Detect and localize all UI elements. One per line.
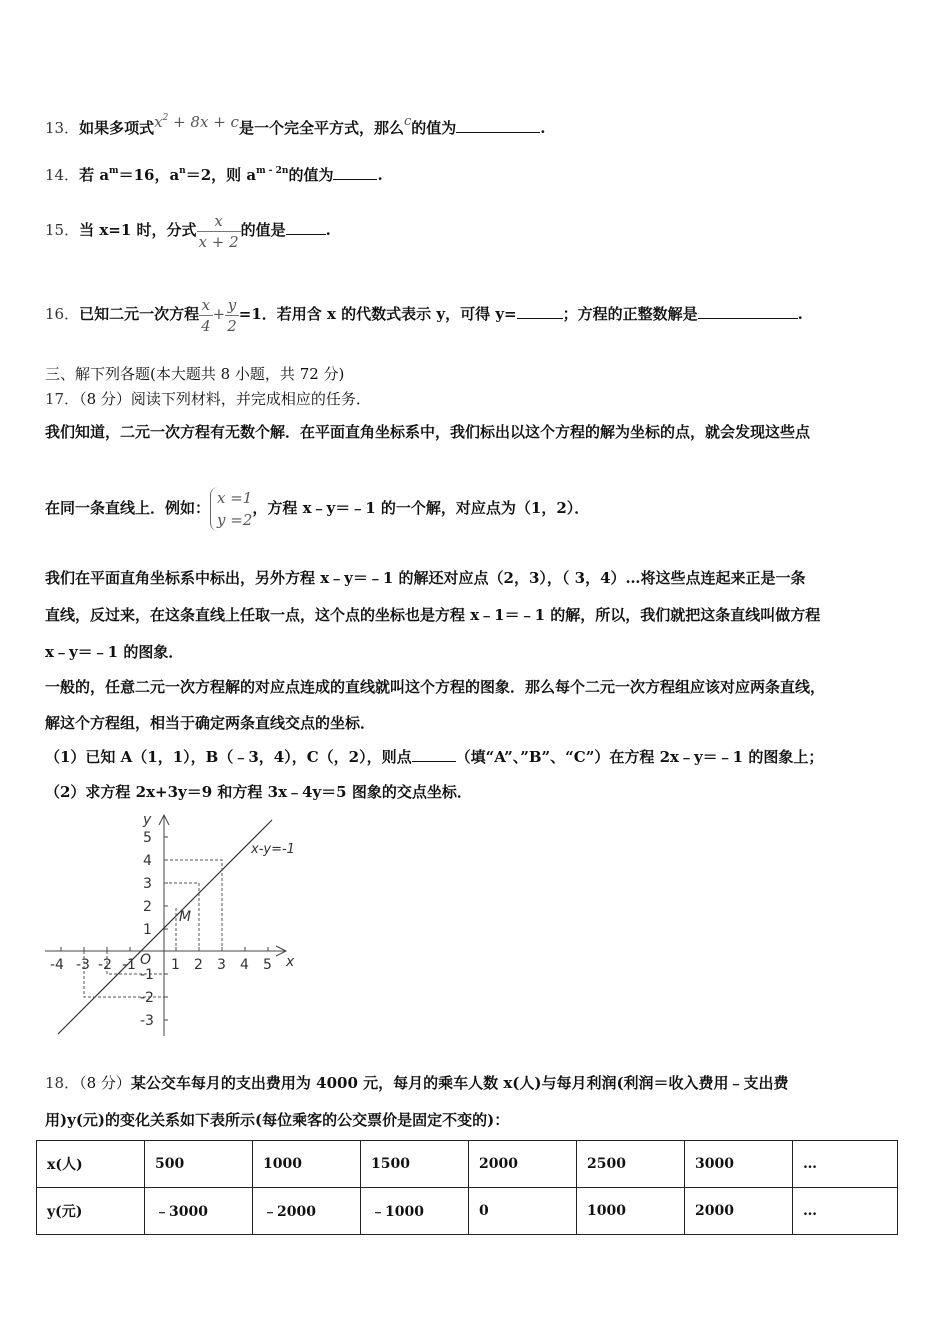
q16-text-pre: 已知二元一次方程 <box>79 305 200 323</box>
x-tick-label: 4 <box>240 957 249 973</box>
x-tick-label: -2 <box>98 957 112 973</box>
q14-sup-1: m <box>109 166 119 176</box>
q17-paragraph-1: 我们知道，二元一次方程有无数个解．在平面直角坐标系中，我们标出以这个方程的解为坐标的点，就会发现这些点 <box>45 423 811 441</box>
q17-task1-b: （填“A”、”B”、“C”）在方程 2x﹣y＝﹣1 的图象上； <box>455 748 824 766</box>
q13-text-post: 的值为 <box>411 119 457 137</box>
y-tick-label: -1 <box>140 967 154 983</box>
q14-sup-2: n <box>179 166 186 176</box>
q15-text-post: 的值是 <box>240 221 286 239</box>
question-number: 16． <box>45 305 80 323</box>
question-17-header <box>45 389 371 409</box>
fraction-denominator: 2 <box>227 316 237 335</box>
q13-var-c: c <box>403 114 412 129</box>
question-13 <box>45 114 546 140</box>
graph-line <box>58 820 272 1034</box>
q14-text-2: ＝16，a <box>118 166 180 184</box>
x-tick-label: 1 <box>171 957 180 973</box>
q17-task-1 <box>45 747 823 767</box>
y-tick-label: 4 <box>143 853 152 869</box>
system-eq-1: x =1 <box>217 489 253 507</box>
q16-text-mid2: ；方程的正整数解是 <box>562 305 698 323</box>
y-tick-label: -3 <box>140 1013 154 1029</box>
question-15 <box>45 200 331 260</box>
x-tick-label: 3 <box>217 957 226 973</box>
q17-paragraph-5: x﹣y＝﹣1 的图象． <box>45 643 184 661</box>
table-cell: 500 <box>145 1141 253 1188</box>
q16-end: . <box>797 305 803 323</box>
y-tick-label: 3 <box>143 876 152 892</box>
q17-paragraph-3: 我们在平面直角坐标系中标出，另外方程 x﹣y＝﹣1 的解还对应点（2，3），（ 3，4）…将这些点连起来正是一条 <box>45 569 806 587</box>
q17-paragraph-4: 直线，反过来，在这条直线上任取一点，这个点的坐标也是方程 x﹣1＝﹣1 的解，所以，我们就把这条直线叫做方程 <box>45 606 821 624</box>
q13-text-mid: 是一个完全平方式，那么 <box>238 119 404 137</box>
table-cell: … <box>793 1188 898 1235</box>
question-16 <box>45 284 803 344</box>
q17-task-2: （2）求方程 2x+3y＝9 和方程 3x﹣4y＝5 图象的交点坐标． <box>45 783 472 801</box>
q16-plus: + <box>212 305 226 323</box>
question-number: 17． <box>45 390 80 408</box>
question-18 <box>45 1073 789 1093</box>
q13-polynomial <box>154 113 239 131</box>
q13-text-pre: 如果多项式 <box>79 119 155 137</box>
table-cell: 0 <box>469 1188 577 1235</box>
table-cell: 1500 <box>361 1141 469 1188</box>
line-equation-label: x-y=-1 <box>251 842 295 857</box>
score: （8 分） <box>79 1074 131 1092</box>
q14-sup-3: m - 2n <box>256 166 289 176</box>
y-axis-label: y <box>143 812 152 828</box>
x-tick-label: -4 <box>50 957 64 973</box>
q15-fraction <box>197 211 241 252</box>
table-row <box>37 1141 898 1188</box>
equation-system <box>210 487 252 531</box>
fraction-numerator: x <box>199 295 213 316</box>
score: （8 分） <box>79 390 131 408</box>
table-cell: 2500 <box>577 1141 685 1188</box>
q17-task1-a: （1）已知 A（1，1），B（﹣3，4），C（，2），则点 <box>45 748 412 766</box>
table-cell: ﹣2000 <box>253 1188 361 1235</box>
question-number: 13． <box>45 119 80 137</box>
question-number: 15． <box>45 221 80 239</box>
origin-label: O <box>140 952 152 968</box>
table-cell: 3000 <box>685 1141 793 1188</box>
table-cell: 2000 <box>469 1141 577 1188</box>
q18-text-1: 某公交车每月的支出费用为 4000 元，每月的乘车人数 x(人)与每月利润(利润＝收入费用﹣支出费 <box>130 1074 789 1092</box>
coordinate-graph <box>40 808 320 1038</box>
table-row <box>37 1188 898 1235</box>
table-cell: ﹣1000 <box>361 1188 469 1235</box>
question-number: 18． <box>45 1074 80 1092</box>
q16-fraction-1 <box>199 295 213 336</box>
answer-blank[interactable] <box>412 747 456 762</box>
point-m-label: M <box>179 909 192 925</box>
x-axis-label: x <box>286 954 295 970</box>
section-title: 三、解下列各题(本大题共 8 小题，共 72 分) <box>45 365 345 383</box>
y-tick-label: 5 <box>143 830 152 846</box>
y-tick-label: 2 <box>143 899 152 915</box>
q14-text-1: 若 a <box>79 166 110 184</box>
q17-intro: 阅读下列材料，并完成相应的任务． <box>130 390 371 408</box>
fraction-numerator: x <box>197 211 241 232</box>
q17-p2-post: ，方程 x﹣y＝﹣1 的一个解，对应点为（1，2）． <box>252 499 590 517</box>
q17-p2-pre: 在同一条直线上．例如： <box>45 499 211 517</box>
data-table <box>36 1140 898 1235</box>
y-tick-label: 1 <box>143 922 152 938</box>
table-cell: ﹣3000 <box>145 1188 253 1235</box>
answer-blank[interactable] <box>456 118 540 133</box>
table-cell: 1000 <box>577 1188 685 1235</box>
answer-blank[interactable] <box>286 220 326 235</box>
answer-blank[interactable] <box>333 165 377 180</box>
y-tick-label: -2 <box>140 990 154 1006</box>
table-cell: y(元) <box>37 1188 145 1235</box>
q13-end: . <box>540 119 546 137</box>
x-tick-label: 5 <box>263 957 272 973</box>
q17-paragraph-6: 一般的，任意二元一次方程解的对应点连成的直线就叫这个方程的图象．那么每个二元一次方程组应该对应两条直线， <box>45 678 826 696</box>
fraction-denominator: 4 <box>201 316 211 335</box>
fraction-numerator: y <box>225 295 239 316</box>
q14-text-4: 的值为 <box>288 166 334 184</box>
x-tick-label: 2 <box>194 957 203 973</box>
table-cell: 2000 <box>685 1188 793 1235</box>
q18-text-2: 用)y(元)的变化关系如下表所示(每位乘客的公交票价是固定不变的)： <box>45 1111 510 1129</box>
answer-blank[interactable] <box>517 304 563 319</box>
table-cell: 1000 <box>253 1141 361 1188</box>
q16-fraction-2 <box>225 295 239 336</box>
q13-poly-exponent: 2 <box>162 113 169 123</box>
q17-paragraph-2 <box>45 483 589 533</box>
q15-end: . <box>325 221 331 239</box>
question-number: 14． <box>45 166 80 184</box>
q15-text-pre: 当 x=1 时，分式 <box>79 221 197 239</box>
table-cell: x(人) <box>37 1141 145 1188</box>
x-tick-label: -1 <box>122 957 136 973</box>
q14-text-3: ＝2，则 a <box>185 166 257 184</box>
system-eq-2: y =2 <box>217 511 253 529</box>
question-14 <box>45 161 383 185</box>
q17-paragraph-7: 解这个方程组，相当于确定两条直线交点的坐标． <box>45 714 376 732</box>
fraction-denominator: x + 2 <box>198 232 239 251</box>
q14-end: . <box>377 166 383 184</box>
q13-poly-rest: + 8x + c <box>173 113 239 131</box>
answer-blank[interactable] <box>698 304 798 319</box>
table-cell: … <box>793 1141 898 1188</box>
q13-poly-x: x <box>154 113 163 131</box>
x-tick-label: -3 <box>76 957 90 973</box>
q16-text-mid1: =1．若用含 x 的代数式表示 y，可得 y= <box>238 305 517 323</box>
